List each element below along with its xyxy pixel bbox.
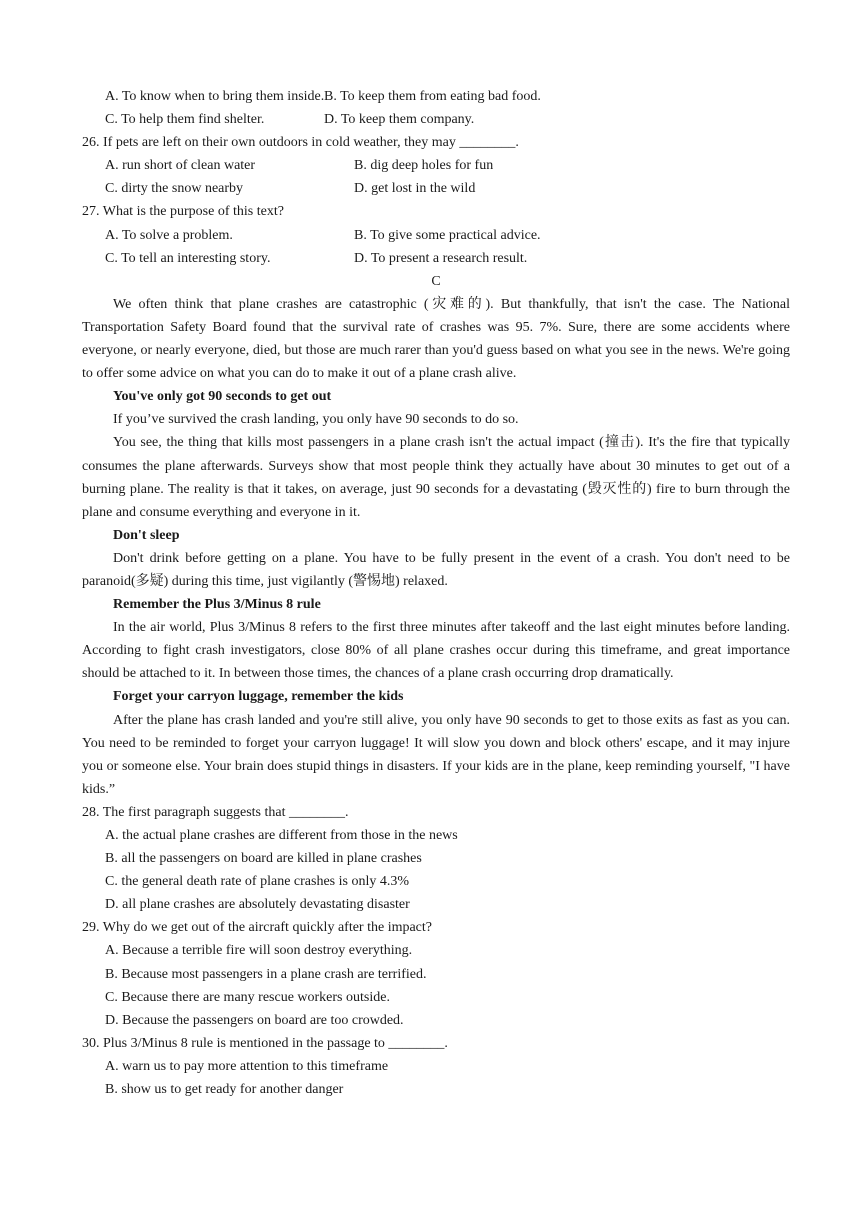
q26-option-a: A. run short of clean water <box>105 158 256 174</box>
q30-option-a: A. warn us to pay more attention to this timeframe <box>105 1058 389 1074</box>
q28-option-d: D. all plane crashes are absolutely devastating disaster <box>105 897 410 913</box>
q29-option-b: B. Because most passengers in a plane crash are terrified. <box>105 966 427 982</box>
passage-p2: You see, the thing that kills most passengers in a plane crash isn't the actual impact (撞击). It's the fire that typically consumes the plane afterwards. Surveys show that most people think they actually have about 30 minutes to get out of a burning plane. The reality is that it takes, on average, just 90 seconds for a devastating (毁灭性的) fire to burn through the plane and consume everything and everyone in it. <box>82 435 790 520</box>
heading-dont-sleep: Don't sleep <box>113 527 180 543</box>
q27-option-b: B. To give some practical advice. <box>354 227 541 243</box>
q26-stem: 26. If pets are left on their own outdoors in cold weather, they may ________. <box>82 135 519 151</box>
q26-option-b: B. dig deep holes for fun <box>354 158 494 174</box>
q26-option-d: D. get lost in the wild <box>354 181 476 197</box>
passage-p1: If you’ve survived the crash landing, you only have 90 seconds to do so. <box>113 412 519 428</box>
q25-option-d: D. To keep them company. <box>324 112 475 128</box>
passage-p3: Don't drink before getting on a plane. You have to be fully present in the event of a crash. You don't need to be paranoid(多疑) during this time, just vigilantly (警惕地) relaxed. <box>82 550 790 589</box>
heading-forget-luggage: Forget your carryon luggage, remember the kids <box>113 689 404 705</box>
q30-stem: 30. Plus 3/Minus 8 rule is mentioned in the passage to ________. <box>82 1035 448 1051</box>
q29-option-a: A. Because a terrible fire will soon destroy everything. <box>105 943 413 959</box>
exam-page <box>82 85 790 1101</box>
q25-option-c: C. To help them find shelter. <box>105 112 265 128</box>
q30-option-b: B. show us to get ready for another danger <box>105 1082 344 1098</box>
q26-options-row-2 <box>82 177 790 200</box>
q27-options-row-1 <box>82 224 790 247</box>
section-c-label: C <box>431 273 441 289</box>
q26-options-row-1 <box>82 154 790 177</box>
q29-stem: 29. Why do we get out of the aircraft quickly after the impact? <box>82 920 432 936</box>
q29-option-c: C. Because there are many rescue workers outside. <box>105 989 390 1005</box>
q27-stem: 27. What is the purpose of this text? <box>82 204 284 220</box>
q27-options-row-2 <box>82 247 790 270</box>
passage-p4: In the air world, Plus 3/Minus 8 refers to the first three minutes after takeoff and the last eight minutes before landing. According to fight crash investigators, close 80% of all plane crashes occur during this timeframe, and great importance should be attached to it. In between those times, the chances of a plane crash occurring drop dramatically. <box>82 620 790 682</box>
passage-intro: We often think that plane crashes are catastrophic (灾难的). But thankfully, that isn't the case. The National Transportation Safety Board found that the survival rate of crashes was 95. 7%. Sure, there are some accidents where everyone, or nearly everyone, died, but those are much rarer than you'd guess based on what you see in the news. We're going to offer some advice on what you can do to make it out of a plane crash alive. <box>82 296 790 382</box>
passage-p5: After the plane has crash landed and you're still alive, you only have 90 seconds to get to those exits as fast as you can. You need to be reminded to forget your carryon luggage! It will slow you down and block others' escape, and it may injure you or someone else. Your brain does stupid things in disasters. If your kids are in the plane, keep reminding yourself, "I have kids.” <box>82 712 790 797</box>
q25-options-row-1 <box>82 85 790 108</box>
q25-option-a: A. To know when to bring them inside. <box>105 89 325 104</box>
q29-option-d: D. Because the passengers on board are too crowded. <box>105 1012 404 1028</box>
q28-option-a: A. the actual plane crashes are different from those in the news <box>105 828 458 843</box>
q27-option-a: A. To solve a problem. <box>105 227 233 243</box>
q27-option-d: D. To present a research result. <box>354 250 528 266</box>
q25-option-b: B. To keep them from eating bad food. <box>324 89 541 104</box>
q25-options-row-2 <box>82 108 790 131</box>
q26-option-c: C. dirty the snow nearby <box>105 181 244 197</box>
q27-option-c: C. To tell an interesting story. <box>105 250 271 266</box>
q28-option-b: B. all the passengers on board are killed in plane crashes <box>105 851 422 867</box>
q28-option-c: C. the general death rate of plane crashes is only 4.3% <box>105 874 410 890</box>
heading-plus3-minus8: Remember the Plus 3/Minus 8 rule <box>113 597 321 613</box>
heading-90-seconds: You've only got 90 seconds to get out <box>113 389 332 405</box>
q28-stem: 28. The first paragraph suggests that ________. <box>82 804 349 820</box>
